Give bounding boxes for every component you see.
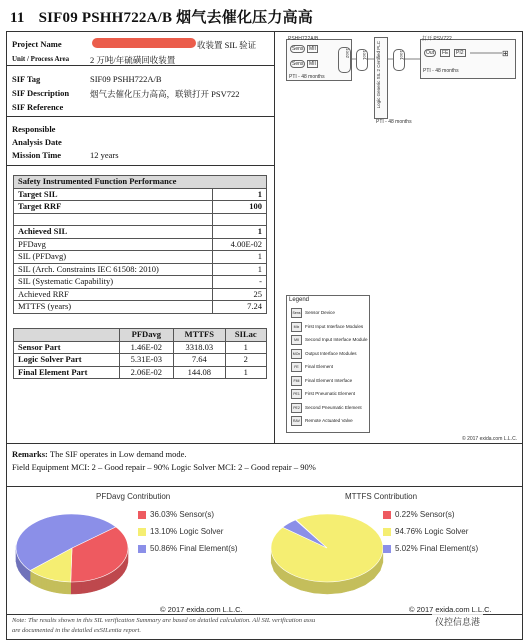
mttfs-legend [383, 506, 478, 557]
parts-row-label: Logic Solver Part [14, 354, 120, 367]
pie-legend-item [138, 523, 238, 540]
legend-item [291, 376, 352, 388]
mission-time-label: Mission Time [12, 150, 62, 160]
sif-ref-label: SIF Reference [12, 102, 64, 112]
parts-row [14, 354, 267, 367]
pie-legend-label: 13.10% Logic Solver [150, 527, 224, 536]
performance-value: 1 [213, 188, 267, 201]
performance-row [14, 238, 267, 251]
legend-symbol-icon: MOx [291, 349, 302, 359]
pfdavg-legend [138, 506, 238, 557]
parts-cell: 1 [225, 341, 266, 354]
legend-symbol-icon: MIx [291, 322, 302, 332]
performance-row [14, 301, 267, 314]
final-element-title: 打开 PSV722 [422, 36, 452, 42]
legend-text: Final Element [305, 364, 334, 370]
legend-swatch [138, 511, 146, 519]
legend-text: Second Input Interface Module [305, 337, 368, 343]
legend-swatch [383, 528, 391, 536]
parts-cell: 7.64 [174, 354, 226, 367]
performance-row [14, 188, 267, 201]
mttfs-chart-title: MTTFS Contribution [345, 492, 418, 501]
performance-value [213, 213, 267, 226]
mii-b: MII [309, 61, 316, 67]
parts-col-mttfs: MTTFS [174, 329, 226, 342]
divider-remarks [6, 443, 523, 444]
performance-row [14, 201, 267, 214]
sensor-note: PTI - 48 months [289, 74, 325, 80]
performance-value: 25 [213, 288, 267, 301]
performance-label: MTTFS (years) [14, 301, 213, 314]
diagram-copyright: © 2017 exida.com L.L.C. [462, 436, 518, 442]
legend-item [291, 308, 335, 320]
parts-cell: 2 [225, 354, 266, 367]
legend-swatch [138, 545, 146, 553]
legend-swatch [383, 511, 391, 519]
remarks-line1 [12, 449, 187, 459]
performance-label: SIL (Systematic Capability) [14, 276, 213, 289]
performance-label: Achieved SIL [14, 226, 213, 239]
pie-legend-item [138, 540, 238, 557]
legend-symbol-icon: PE1 [291, 389, 302, 399]
legend-item [291, 389, 355, 401]
remarks-text-1: The SIF operates in Low demand mode. [49, 449, 187, 459]
column-divider [274, 31, 275, 443]
architecture-diagram [280, 33, 520, 441]
fe-element: FE [442, 50, 449, 56]
divider-resp [6, 165, 274, 166]
divider-sif [6, 116, 274, 117]
performance-row [14, 288, 267, 301]
performance-label: SIL (Arch. Constraints IEC 61508: 2010) [14, 263, 213, 276]
performance-value: - [213, 276, 267, 289]
pie-legend-label: 36.03% Sensor(s) [150, 510, 215, 519]
performance-value: 1 [213, 251, 267, 264]
sif-desc-label: SIF Description [12, 88, 70, 98]
legend-text: Final Element Interface [305, 377, 353, 383]
parts-col-pfdavg: PFDavg [119, 329, 173, 342]
legend-text: Remote Actuated Valve [305, 418, 353, 424]
performance-value: 100 [213, 201, 267, 214]
performance-value: 1 [213, 263, 267, 276]
parts-cell: 3318.03 [174, 341, 226, 354]
legend-text: Sensor Device [305, 310, 335, 316]
unit-label: Unit / Process Area [12, 55, 70, 63]
performance-value: 1 [213, 226, 267, 239]
parts-col-blank [14, 329, 120, 342]
performance-row [14, 276, 267, 289]
legend-text: Output Interface Modules [305, 350, 357, 356]
parts-cell: 1.46E-02 [119, 341, 173, 354]
sensor-a: Sens [292, 46, 304, 52]
performance-value: 4.00E-02 [213, 238, 267, 251]
performance-row [14, 226, 267, 239]
sif-title: SIF09 PSHH722A/B 烟气去催化压力高高 [38, 10, 313, 26]
divider-charts [6, 486, 523, 487]
parts-cell: 144.08 [174, 366, 226, 379]
footer-note-2: are documented in the detailed exSILentia report. [12, 627, 141, 634]
performance-table [13, 175, 267, 314]
mission-time-value: 12 years [90, 150, 119, 160]
legend-text: First Input Interface Modules [305, 323, 364, 329]
page-title [10, 6, 313, 27]
performance-label [14, 213, 213, 226]
valve-icon: ⊞ [502, 49, 509, 58]
parts-table [13, 328, 267, 379]
performance-label: PFDavg [14, 238, 213, 251]
sif-desc-value: 烟气去催化压力高高，联锁打开 PSV722 [90, 89, 240, 99]
legend-item [291, 322, 363, 334]
legend-symbol-icon: FE [291, 362, 302, 372]
pie-legend-item [383, 540, 478, 557]
logic-solver-note: PTI - 48 months [376, 119, 412, 125]
performance-value: 7.24 [213, 301, 267, 314]
pfdavg-chart-title: PFDavg Contribution [96, 492, 171, 501]
parts-cell: 2.06E-02 [119, 366, 173, 379]
performance-row [14, 263, 267, 276]
parts-cell: 1 [225, 366, 266, 379]
pie-legend-label: 94.76% Logic Solver [395, 527, 469, 536]
performance-label: Target SIL [14, 188, 213, 201]
pie-legend-label: 5.02% Final Element(s) [395, 544, 479, 553]
pie-legend-label: 50.86% Final Element(s) [150, 544, 238, 553]
parts-row [14, 366, 267, 379]
remarks-text-2: Field Equipment MCI: 2 – Good repair – 90% Logic Solver MCI: 2 – Good repair – 90% [12, 462, 316, 472]
diagram-connectors [280, 33, 520, 133]
section-number: 11 [10, 10, 25, 26]
analysis-date-label: Analysis Date [12, 137, 62, 147]
performance-label: Achieved RRF [14, 288, 213, 301]
performance-label: Target RRF [14, 201, 213, 214]
legend-item [291, 335, 368, 347]
pie-legend-label: 0.22% Sensor(s) [395, 510, 455, 519]
legend-symbol-icon: PE2 [291, 403, 302, 413]
legend-text: First Pneumatic Element [305, 391, 356, 397]
fe-pi2: PI2 [456, 50, 464, 56]
responsible-label: Responsible [12, 124, 56, 134]
parts-row-label: Sensor Part [14, 341, 120, 354]
legend-item [291, 403, 362, 415]
final-element-note: PTI - 48 months [423, 68, 459, 74]
performance-row [14, 251, 267, 264]
legend-symbol-icon: FMI [291, 376, 302, 386]
legend-symbol-icon: MII [291, 335, 302, 345]
legend-title: Legend [289, 297, 310, 303]
unit-value: 2 万吨/年硫磺回收装置 [90, 55, 176, 65]
parts-row-label: Final Element Part [14, 366, 120, 379]
redacted-project-name [92, 38, 196, 48]
pfdavg-chart [10, 490, 265, 614]
pie-legend-item [383, 506, 478, 523]
sif-tag-label: SIF Tag [12, 74, 41, 84]
legend-item [291, 349, 357, 361]
legend-swatch [138, 528, 146, 536]
mttfs-pie [269, 504, 389, 604]
vote-sensor-1oo2: 1oo2 [338, 47, 351, 73]
mttfs-chart [265, 490, 520, 614]
legend-text: Second Pneumatic Element [305, 404, 362, 410]
project-name-value: 收装置 SIL 验证 [197, 40, 257, 50]
performance-label: SIL (PFDavg) [14, 251, 213, 264]
mttfs-copyright: © 2017 exida.com L.L.C. [409, 605, 492, 614]
parts-cell: 5.31E-03 [119, 354, 173, 367]
fe-out: Out [426, 50, 435, 56]
legend-item [291, 416, 353, 428]
vote-sensor-1oo1: 1oo1 [356, 49, 368, 71]
watermark: 仪控信息港 [432, 614, 483, 629]
legend-item [291, 362, 333, 374]
parts-row [14, 341, 267, 354]
legend-swatch [383, 545, 391, 553]
diagram-legend [286, 295, 370, 433]
vote-final-1oo1: 1oo1 [393, 49, 405, 71]
sensor-group-title: PSHH722A/B [288, 36, 319, 42]
pie-legend-item [138, 506, 238, 523]
parts-col-silac: SILac [225, 329, 266, 342]
project-name-label: Project Name [12, 39, 62, 49]
logic-solver-label: Logic Generic SIL 2 Certified PLC [376, 41, 381, 109]
legend-symbol-icon: RAV [291, 416, 302, 426]
pfdavg-copyright: © 2017 exida.com L.L.C. [160, 605, 243, 614]
pie-legend-item [383, 523, 478, 540]
legend-symbol-icon: Sens [291, 308, 302, 318]
performance-row [14, 213, 267, 226]
sif-tag-value: SIF09 PSHH722A/B [90, 74, 162, 84]
remarks-label: Remarks: [12, 449, 48, 459]
performance-header: Safety Instrumented Function Performance [14, 176, 267, 189]
footer-note-1: Note: The results shown in this SIL verification Summary are based on detailed calculation. All SIL verification assu [12, 617, 316, 624]
mii-a: MII [309, 46, 316, 52]
sensor-b: Sens [292, 61, 304, 67]
pfdavg-pie [14, 504, 134, 604]
